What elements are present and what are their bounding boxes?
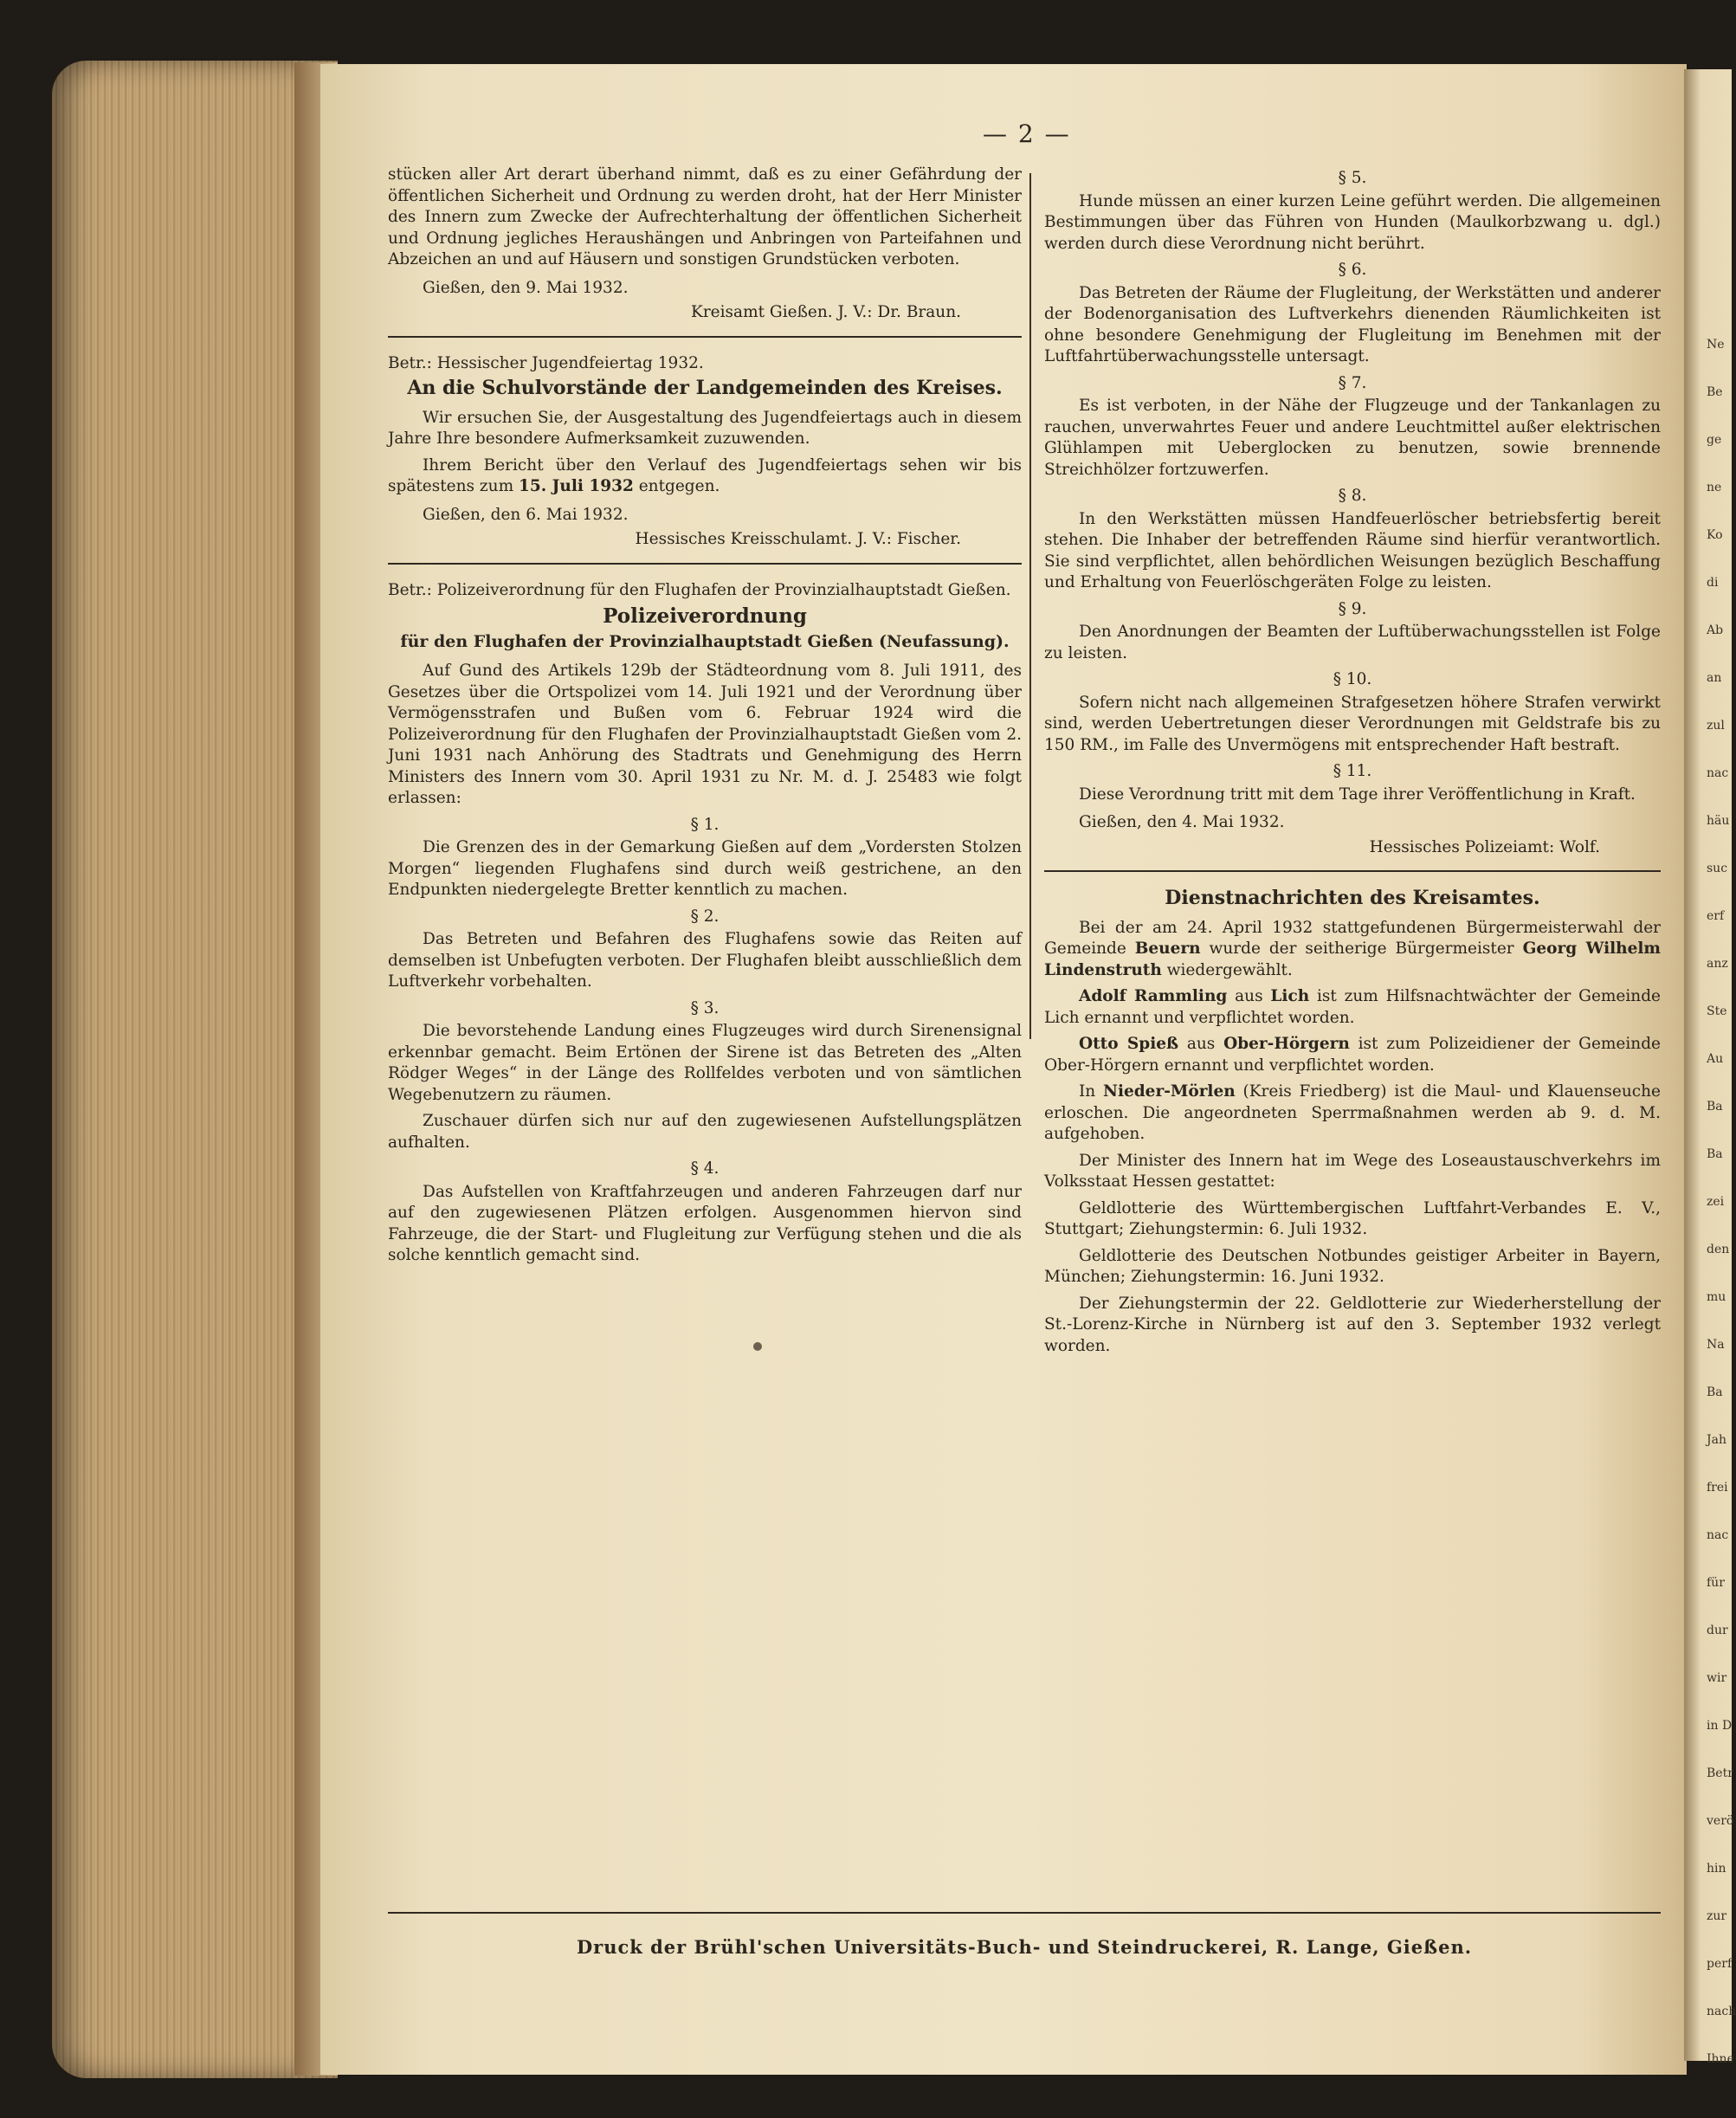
- jugend-signature: Hessisches Kreisschulamt. J. V.: Fischer.: [635, 530, 961, 548]
- next-page-edge: [1684, 69, 1736, 2066]
- section-text: Hunde müssen an einer kurzen Leine geführt werden. Die allgemeinen Bestimmungen über das Führen von Hunden (Maulkorbzwang u. dgl.) werden durch diese Verordnung nicht berührt.: [1044, 191, 1661, 253]
- text-run: aus: [1178, 1035, 1224, 1053]
- next-page-text-fragment: nac: [1707, 1528, 1729, 1542]
- left-column: [388, 165, 1022, 1272]
- next-page-text-fragment: den: [1707, 1243, 1730, 1256]
- section-text: Zuschauer dürfen sich nur auf den zugewiesenen Aufstellungsplätzen aufhalten.: [388, 1112, 1022, 1152]
- polizei-date: Gießen, den 4. Mai 1932.: [1079, 813, 1285, 831]
- text-run: aus: [1227, 987, 1271, 1005]
- section-number: § 9.: [1338, 599, 1367, 618]
- jugend-subject: Betr.: Hessischer Jugendfeiertag 1932.: [388, 353, 704, 372]
- section-number: § 1.: [690, 815, 720, 834]
- intro-date: Gießen, den 9. Mai 1932.: [423, 278, 629, 297]
- next-page-text-fragment: Na: [1707, 1338, 1725, 1352]
- next-page-text-fragment: Ihne: [1707, 2052, 1734, 2066]
- next-page-text-fragment: zur: [1707, 1909, 1727, 1923]
- right-column: [1044, 165, 1661, 1362]
- section-text: Das Betreten der Räume der Flugleitung, der Werkstätten und anderer der Bodenorganisation des Luftverkehrs dienenden Räumlichkeiten ist ohne besondere Genehmigung der Flugleitung im Benehmen mit der Luftfahrtüberwachungsstelle untersagt.: [1044, 283, 1661, 365]
- polizei-intro: Auf Gund des Artikels 129b der Städteordnung vom 8. Juli 1911, des Gesetzes über die Ortspolizei vom 14. Juli 1921 und der Verordnung über Vermögensstrafen und Bußen vom 6. Februar 1924 wird die Polizeiverordnung für den Flughafen der Provinzialhauptstadt Gießen vom 2. Juni 1931 nach Anhörung des Stadtrats und Genehmigung des Herrn Ministers des Innern vom 30. April 1931 zu Nr. M. d. J. 25483 wie folgt erlassen:: [388, 662, 1022, 807]
- text-run: ist zum Polizeidiener der Gemeinde Ober-Hörgern ernannt und verpflichtet worden.: [1044, 1035, 1662, 1075]
- person-name: Otto Spieß: [1079, 1035, 1179, 1053]
- person-name: Georg Wilhelm Lindenstruth: [1044, 940, 1661, 979]
- section-number: § 8.: [1338, 487, 1367, 505]
- section-rule: [388, 563, 1022, 565]
- next-page-text-fragment: frei: [1707, 1481, 1728, 1495]
- next-page-text-fragment: häu: [1707, 814, 1730, 828]
- place-name: Lich: [1270, 987, 1310, 1005]
- printer-imprint: Druck der Brühl'schen Universitäts-Buch- und Steindruckerei, R. Lange, Gießen.: [576, 1936, 1473, 1958]
- section-rule: [1044, 870, 1661, 872]
- next-page-text-fragment: di: [1707, 576, 1719, 590]
- next-page-text-fragment: mu: [1707, 1290, 1726, 1304]
- next-page-text-fragment: an: [1707, 671, 1722, 685]
- text-run: wurde der seitherige Bürgermeister: [1200, 940, 1523, 958]
- place-name: Ober-Hörgern: [1223, 1035, 1350, 1053]
- next-page-text-fragment: Ne: [1707, 338, 1725, 352]
- jugend-heading: An die Schulvorstände der Landgemeinden des Kreises.: [407, 377, 1003, 399]
- next-page-text-fragment: Ste: [1707, 1004, 1727, 1018]
- polizei-signature: Hessisches Polizeiamt: Wolf.: [1369, 837, 1600, 856]
- dienst-paragraph: Geldlotterie des Württembergischen Luftfahrt-Verbandes E. V., Stuttgart; Ziehungstermin: 6. Juli 1932.: [1044, 1198, 1661, 1238]
- next-page-text-fragment: ne: [1707, 481, 1722, 494]
- text-run: In: [1079, 1082, 1104, 1101]
- jugend-paragraph-deadline: [388, 455, 1022, 498]
- jugend-date: Gießen, den 6. Mai 1932.: [423, 505, 629, 524]
- next-page-text-fragment: für: [1707, 1576, 1725, 1590]
- next-page-text-fragment: nac: [1707, 766, 1729, 780]
- intro-signature: Kreisamt Gießen. J. V.: Dr. Braun.: [691, 303, 961, 321]
- next-page-text-fragment: Betr: [1707, 1766, 1733, 1780]
- dienst-paragraph: [1044, 986, 1661, 1029]
- polizei-subject: Betr.: Polizeiverordnung für den Flughafen der Provinzialhauptstadt Gießen.: [388, 580, 1011, 599]
- next-page-text-fragment: zei: [1707, 1195, 1725, 1209]
- section-text: Das Betreten und Befahren des Flughafens sowie das Reiten auf demselben ist Unbefugten verboten. Der Flughafen bleibt ausschließlich dem Luftverkehr vorbehalten.: [388, 930, 1022, 991]
- section-number: § 10.: [1333, 670, 1372, 688]
- text-run: ist zum Hilfsnachtwächter der Gemeinde Lich ernannt und verpflichtet worden.: [1044, 987, 1662, 1027]
- polizei-heading: Polizeiverordnung: [603, 604, 807, 628]
- next-page-text-fragment: Ab: [1707, 623, 1724, 637]
- next-page-text-fragment: erf: [1707, 909, 1725, 923]
- polizei-subheading: für den Flughafen der Provinzialhauptstadt Gießen (Neufassung).: [400, 631, 1010, 651]
- text-run: entgegen.: [633, 477, 720, 495]
- next-page-text-fragment: zul: [1707, 719, 1725, 733]
- section-text: Es ist verboten, in der Nähe der Flugzeuge und der Tankanlagen zu rauchen, unverwahrtes Feuer und andere Leuchtmittel außer elektrischen Glühlampen mit Ueberglocken zu benutzen, sowie brennende Streichhölzer fortzuwerfen.: [1044, 397, 1661, 479]
- next-page-text-fragment: suc: [1707, 862, 1728, 875]
- dienst-paragraph: [1044, 918, 1661, 982]
- section-number: § 3.: [690, 998, 720, 1017]
- section-text: Die Grenzen des in der Gemarkung Gießen auf dem „Vordersten Stolzen Morgen“ liegenden Flughafens sind durch weiß gestrichene, an den Endpunkten niedergelegte Bretter kenntlich zu machen.: [388, 838, 1022, 899]
- dienst-paragraph: Der Minister des Innern hat im Wege des Loseaustauschverkehrs im Volksstaat Hessen gestattet:: [1044, 1151, 1661, 1191]
- section-text: Die bevorstehende Landung eines Flugzeuges wird durch Sirenensignal erkennbar gemacht. Beim Ertönen der Sirene ist das Betreten des „Alten Rödger Weges“ in der Länge des Rollfeldes verboten und von sämtlichen Wegebenutzern zu räumen.: [388, 1022, 1022, 1104]
- next-page-text-fragment: Ba: [1707, 1147, 1723, 1161]
- ink-speck: [753, 1342, 762, 1351]
- section-number: § 2.: [690, 907, 720, 926]
- next-page-text-fragment: in D: [1707, 1719, 1733, 1733]
- intro-text: stücken aller Art derart überhand nimmt, daß es zu einer Gefährdung der öffentlichen Sicherheit und Ordnung zu werden droht, hat der Herr Minister des Innern zum Zwecke der Aufrechterhaltung der öffentlichen Sicherheit und Ordnung jegliches Heraushängen und Anbringen von Parteifahnen und Abzeichen an und auf Häusern und sonstigen Grundstücken verboten.: [388, 165, 1022, 268]
- place-name: Beuern: [1134, 940, 1201, 958]
- jugend-paragraph: Wir ersuchen Sie, der Ausgestaltung des Jugendfeiertags auch in diesem Jahre Ihre besondere Aufmerksamkeit zuzuwenden.: [388, 408, 1022, 448]
- page-number: — 2 —: [983, 119, 1071, 148]
- text-run: wiedergewählt.: [1161, 960, 1293, 979]
- next-page-text-fragment: verö: [1707, 1814, 1734, 1828]
- section-number: § 5.: [1338, 169, 1367, 187]
- next-page-text-fragment: dur: [1707, 1624, 1728, 1637]
- section-text: Sofern nicht nach allgemeinen Strafgesetzen höhere Strafen verwirkt sind, werden Uebertretungen dieser Verordnungen mit Geldstrafe bis zu 150 RM., im Falle des Unvermögens mit entsprechender Haft bestraft.: [1044, 693, 1661, 754]
- next-page-text-fragment: perf: [1707, 1957, 1733, 1971]
- section-number: § 6.: [1338, 261, 1367, 279]
- next-page-text-fragment: Be: [1707, 385, 1723, 399]
- section-rule: [388, 336, 1022, 338]
- next-page-text-fragment: ge: [1707, 433, 1722, 447]
- section-number: § 4.: [690, 1159, 720, 1178]
- next-page-text-fragment: anz: [1707, 957, 1728, 971]
- next-page-text-fragment: Jah: [1707, 1433, 1726, 1447]
- dienst-heading: Dienstnachrichten des Kreisamtes.: [1165, 887, 1540, 909]
- section-text: In den Werkstätten müssen Handfeuerlöscher betriebsfertig bereit stehen. Die Inhaber der betreffenden Räume sind hierfür verantwortlich. Sie sind verpflichtet, allen behördlichen Weisungen bezüglich Beschaffung und Erhaltung von Feuerlöschgeräten Folge zu leisten.: [1044, 509, 1661, 591]
- next-page-text-fragment: Ba: [1707, 1385, 1723, 1399]
- dienst-paragraph: Geldlotterie des Deutschen Notbundes geistiger Arbeiter in Bayern, München; Ziehungstermin: 16. Juni 1932.: [1044, 1246, 1661, 1286]
- deadline-date: 15. Juli 1932: [519, 477, 634, 495]
- next-page-text-fragment: Ko: [1707, 528, 1723, 542]
- next-page-text-fragment: Ba: [1707, 1100, 1723, 1114]
- section-text: Diese Verordnung tritt mit dem Tage ihrer Veröffentlichung in Kraft.: [1079, 785, 1636, 804]
- dienst-paragraph: [1044, 1034, 1661, 1076]
- next-page-text-fragment: hin: [1707, 1862, 1726, 1876]
- footer-rule: [388, 1912, 1661, 1914]
- person-name: Adolf Rammling: [1079, 987, 1228, 1005]
- section-text: Den Anordnungen der Beamten der Luftüberwachungsstellen ist Folge zu leisten.: [1044, 623, 1661, 662]
- section-number: § 11.: [1333, 762, 1372, 780]
- text-run: (Kreis Friedberg) ist die Maul- und Klauenseuche erloschen. Die angeordneten Sperrmaßnahmen werden ab 9. d. M. aufgehoben.: [1044, 1082, 1661, 1143]
- text-run: Bei der am 24. April 1932 stattgefundenen Bürgermeisterwahl der Gemeinde: [1044, 918, 1661, 958]
- text-run: Ihrem Bericht über den Verlauf des Jugendfeiertags sehen wir bis spätestens zum: [388, 455, 1022, 495]
- dienst-paragraph: Der Ziehungstermin der 22. Geldlotterie zur Wiederherstellung der St.-Lorenz-Kirche in Nürnberg ist auf den 3. September 1932 verlegt worden.: [1044, 1294, 1661, 1355]
- dienst-paragraph: [1044, 1082, 1661, 1146]
- place-name: Nieder-Mörlen: [1103, 1082, 1236, 1101]
- column-divider: [1029, 173, 1031, 1039]
- section-text: Das Aufstellen von Kraftfahrzeugen und anderen Fahrzeugen darf nur auf den zugewiesenen Plätzen erfolgen. Ausgenommen hiervon sind Fahrzeuge, die der Start- und Flugleitung zur Verfügung stehen und die als solche kenntlich gemacht sind.: [388, 1182, 1022, 1264]
- next-page-text-fragment: wir: [1707, 1671, 1727, 1685]
- next-page-text-fragment: nach: [1707, 2005, 1736, 2018]
- next-page-text-fragment: Au: [1707, 1052, 1724, 1066]
- section-number: § 7.: [1338, 373, 1367, 392]
